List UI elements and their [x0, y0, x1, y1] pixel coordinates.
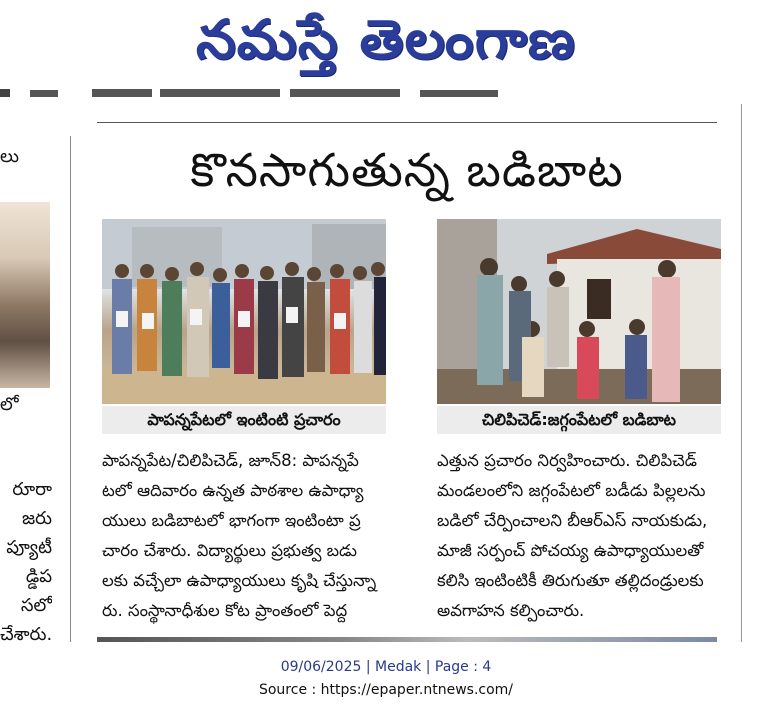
- body-line: మండలంలోని జగ్గంపేటలో బడీడు పిల్లలను: [437, 481, 706, 500]
- left-column-fragment-top: లు: [0, 146, 19, 167]
- article-body-column-1: [102, 446, 402, 626]
- left-column-fragment-line: సలో: [20, 595, 52, 616]
- column-divider-left: [70, 136, 71, 642]
- body-line: లకు వచ్చేలా ఉపాధ్యాయులు కృషి చేస్తున్నా: [102, 571, 377, 590]
- body-line: రు. సంస్థానాధీశుల కోట ప్రాంతంలో పెద్ద: [102, 601, 348, 620]
- photo-door-to-door-campaign: [102, 219, 386, 404]
- left-column-fragment-line: ప్యూటీ: [6, 537, 52, 558]
- body-line: టలో ఆదివారం ఉన్నత పాఠశాల ఉపాధ్యా: [102, 481, 364, 500]
- body-line: యులు బడిబాటలో భాగంగా ఇంటింటా ప్ర: [102, 511, 361, 530]
- source-link[interactable]: Source : https://epaper.ntnews.com/: [258, 682, 514, 698]
- cut-off-next-article: [97, 637, 717, 642]
- body-line: పాపన్నపేట/చిలిపిచెడ్, జూన్8: పాపన్నపే: [102, 451, 359, 470]
- left-column-fragment-line: డ్డిప: [25, 566, 52, 587]
- body-line: అవగాహన కల్పించారు.: [437, 601, 585, 620]
- left-column-photo-fragment: [0, 202, 50, 388]
- edition-info: 09/06/2025 | Medak | Page : 4: [280, 659, 492, 675]
- photo-caption-2: చిలిపిచెడ్:జగ్గంపేటలో బడిబాట: [437, 406, 721, 434]
- photo-badibata-jaggampet: [437, 219, 721, 404]
- left-column-fragment-line: చేశారు.: [0, 624, 52, 642]
- column-divider-right: [741, 104, 742, 642]
- top-rule: [97, 122, 717, 123]
- newspaper-logo: నమస్తే తెలంగాణ: [196, 8, 576, 71]
- left-column-fragment-middle: లో: [0, 394, 19, 415]
- body-line: ఎత్తున ప్రచారం నిర్వహించారు. చిలిపిచెడ్: [437, 451, 697, 470]
- masthead: [0, 0, 772, 82]
- photo-house-scene: [437, 219, 721, 404]
- cut-off-text-top: [0, 87, 520, 101]
- photo-people-group: [102, 219, 386, 404]
- article-body-column-2: [437, 446, 737, 626]
- clipping-footer: [0, 656, 772, 702]
- left-column-fragment-line: రూరా: [12, 479, 52, 500]
- cut-off-text-marks: [0, 87, 520, 101]
- body-line: బడిలో చేర్పించాలని బీఆర్ఎస్ నాయకుడు,: [437, 511, 708, 530]
- body-line: చారం చేశారు. విద్యార్థులు ప్రభుత్వ బడు: [102, 541, 357, 560]
- article-headline: కొనసాగుతున్న బడిబాట: [190, 143, 624, 197]
- left-column-fragment-line: జరు: [21, 508, 52, 529]
- body-line: కలిసి ఇంటింటికీ తిరుగుతూ తల్లిదండ్రులకు: [437, 571, 704, 590]
- newspaper-clipping: [0, 84, 772, 642]
- body-line: మాజీ సర్పంచ్ పోచయ్య ఉపాధ్యాయులతో: [437, 541, 704, 560]
- photo-caption-1: పాపన్నపేటలో ఇంటింటి ప్రచారం: [102, 406, 386, 434]
